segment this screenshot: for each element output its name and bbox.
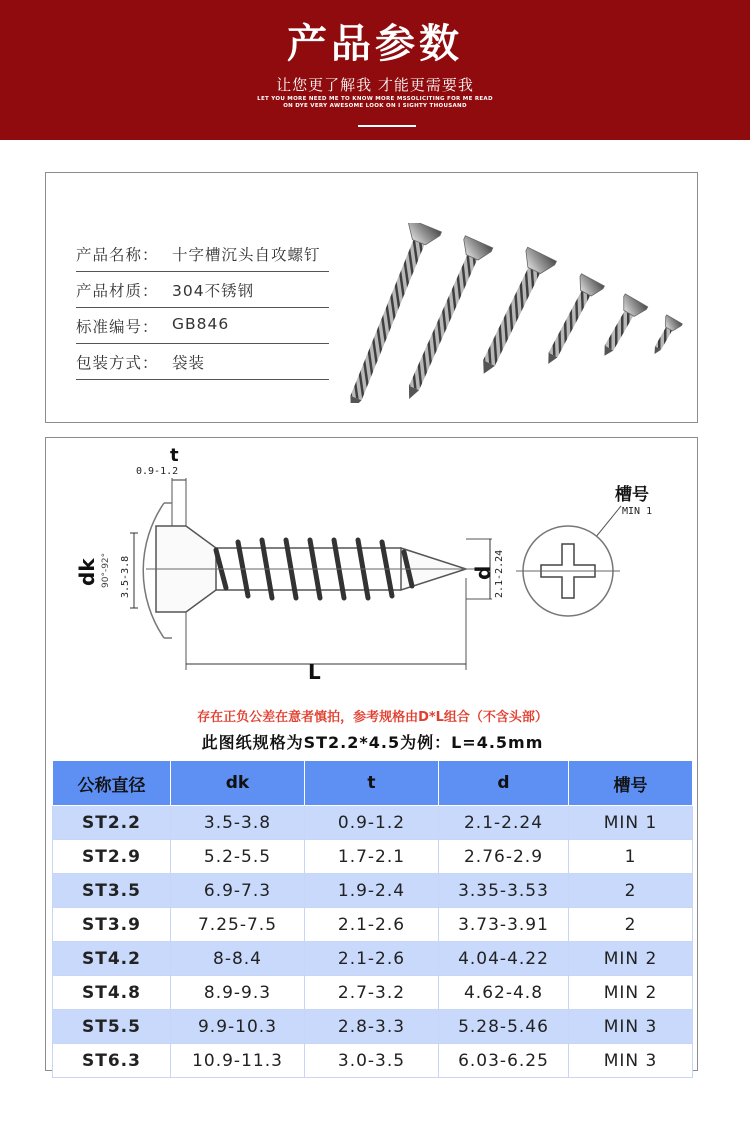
page-subtitle: 让您更了解我 才能更需要我: [276, 76, 474, 94]
table-cell: 6.03-6.25: [439, 1044, 569, 1078]
tolerance-warning: 存在正负公差在意者慎拍，参考规格由D*L组合（不含头部）: [197, 710, 548, 725]
table-row: [53, 1010, 693, 1044]
product-info-panel: [45, 172, 698, 423]
table-cell: 5.2-5.5: [171, 840, 305, 874]
table-cell: 1: [569, 840, 693, 874]
table-cell: MIN 3: [569, 1010, 693, 1044]
header-banner: [0, 0, 750, 140]
technical-drawing: [46, 438, 699, 700]
table-cell: 1.7-2.1: [305, 840, 439, 874]
dk-label: dk: [75, 558, 99, 586]
screw-image-1: [346, 223, 441, 403]
info-value: 袋装: [172, 354, 206, 372]
header-divider: [358, 125, 416, 127]
slot-label: 槽号: [615, 485, 649, 505]
column-header: dk: [171, 761, 305, 806]
table-cell: 2.76-2.9: [439, 840, 569, 874]
table-cell: ST6.3: [53, 1044, 171, 1078]
table-cell: ST4.2: [53, 942, 171, 976]
column-header: 槽号: [569, 761, 693, 806]
info-row-packaging: [76, 343, 329, 380]
table-cell: MIN 2: [569, 942, 693, 976]
english-tagline-1: LET YOU MORE NEED ME TO KNOW MORE MSSOLICITING FOR ME READ: [257, 96, 493, 102]
spec-panel: [45, 437, 698, 1071]
table-cell: 9.9-10.3: [171, 1010, 305, 1044]
table-row: [53, 1044, 693, 1078]
l-label: L: [308, 660, 321, 684]
table-cell: 2: [569, 874, 693, 908]
info-label: 产品材质：: [76, 282, 159, 300]
info-label: 包装方式：: [76, 354, 159, 372]
table-cell: MIN 3: [569, 1044, 693, 1078]
table-cell: 2.1-2.24: [439, 806, 569, 840]
table-row: [53, 976, 693, 1010]
table-cell: ST5.5: [53, 1010, 171, 1044]
table-cell: 3.73-3.91: [439, 908, 569, 942]
info-row-material: [76, 271, 329, 308]
screws-product-image: [346, 223, 686, 403]
t-label: t: [170, 445, 179, 466]
table-cell: ST4.8: [53, 976, 171, 1010]
table-cell: 7.25-7.5: [171, 908, 305, 942]
dk-range: 3.5-3.8: [120, 555, 131, 598]
table-cell: MIN 1: [569, 806, 693, 840]
table-row: [53, 806, 693, 840]
table-cell: 8.9-9.3: [171, 976, 305, 1010]
info-value: 304不锈钢: [172, 282, 255, 300]
spec-table: [52, 760, 693, 1078]
table-cell: 3.0-3.5: [305, 1044, 439, 1078]
table-cell: 0.9-1.2: [305, 806, 439, 840]
dk-angle: 90°-92°: [101, 552, 111, 588]
table-cell: 4.62-4.8: [439, 976, 569, 1010]
slot-value: MIN 1: [622, 506, 653, 517]
table-cell: 2.1-2.6: [305, 908, 439, 942]
table-cell: 2.8-3.3: [305, 1010, 439, 1044]
table-cell: 2.1-2.6: [305, 942, 439, 976]
table-cell: 10.9-11.3: [171, 1044, 305, 1078]
table-cell: ST3.9: [53, 908, 171, 942]
info-label: 标准编号：: [76, 318, 159, 336]
table-cell: 3.5-3.8: [171, 806, 305, 840]
table-cell: ST2.2: [53, 806, 171, 840]
table-cell: 8-8.4: [171, 942, 305, 976]
info-row-standard: [76, 307, 329, 344]
screw-image-6: [647, 315, 683, 359]
d-range: 2.1-2.24: [494, 549, 505, 598]
table-cell: 2.7-3.2: [305, 976, 439, 1010]
info-value: GB846: [172, 315, 230, 333]
info-label: 产品名称：: [76, 246, 159, 264]
table-row: [53, 942, 693, 976]
column-header: 公称直径: [53, 761, 171, 806]
table-cell: 6.9-7.3: [171, 874, 305, 908]
screw-image-4: [537, 274, 605, 370]
screw-image-5: [593, 294, 648, 362]
table-cell: ST3.5: [53, 874, 171, 908]
table-cell: 4.04-4.22: [439, 942, 569, 976]
t-range: 0.9-1.2: [136, 466, 179, 477]
info-row-name: [76, 235, 329, 272]
page-title: 产品参数: [287, 21, 463, 67]
info-value: 十字槽沉头自攻螺钉: [172, 246, 321, 264]
table-header-row: [53, 761, 693, 806]
table-cell: 2: [569, 908, 693, 942]
table-cell: 3.35-3.53: [439, 874, 569, 908]
column-header: d: [439, 761, 569, 806]
table-row: [53, 908, 693, 942]
d-label: d: [471, 565, 495, 580]
column-header: t: [305, 761, 439, 806]
table-cell: 1.9-2.4: [305, 874, 439, 908]
table-cell: 5.28-5.46: [439, 1010, 569, 1044]
table-cell: MIN 2: [569, 976, 693, 1010]
table-row: [53, 874, 693, 908]
english-tagline-2: ON DYE VERY AWESOME LOOK ON I SIGHTY THOUSAND: [283, 103, 467, 109]
table-row: [53, 840, 693, 874]
screw-image-3: [469, 247, 556, 381]
drawing-example-note: 此图纸规格为ST2.2*4.5为例：L=4.5mm: [201, 733, 544, 752]
table-cell: ST2.9: [53, 840, 171, 874]
